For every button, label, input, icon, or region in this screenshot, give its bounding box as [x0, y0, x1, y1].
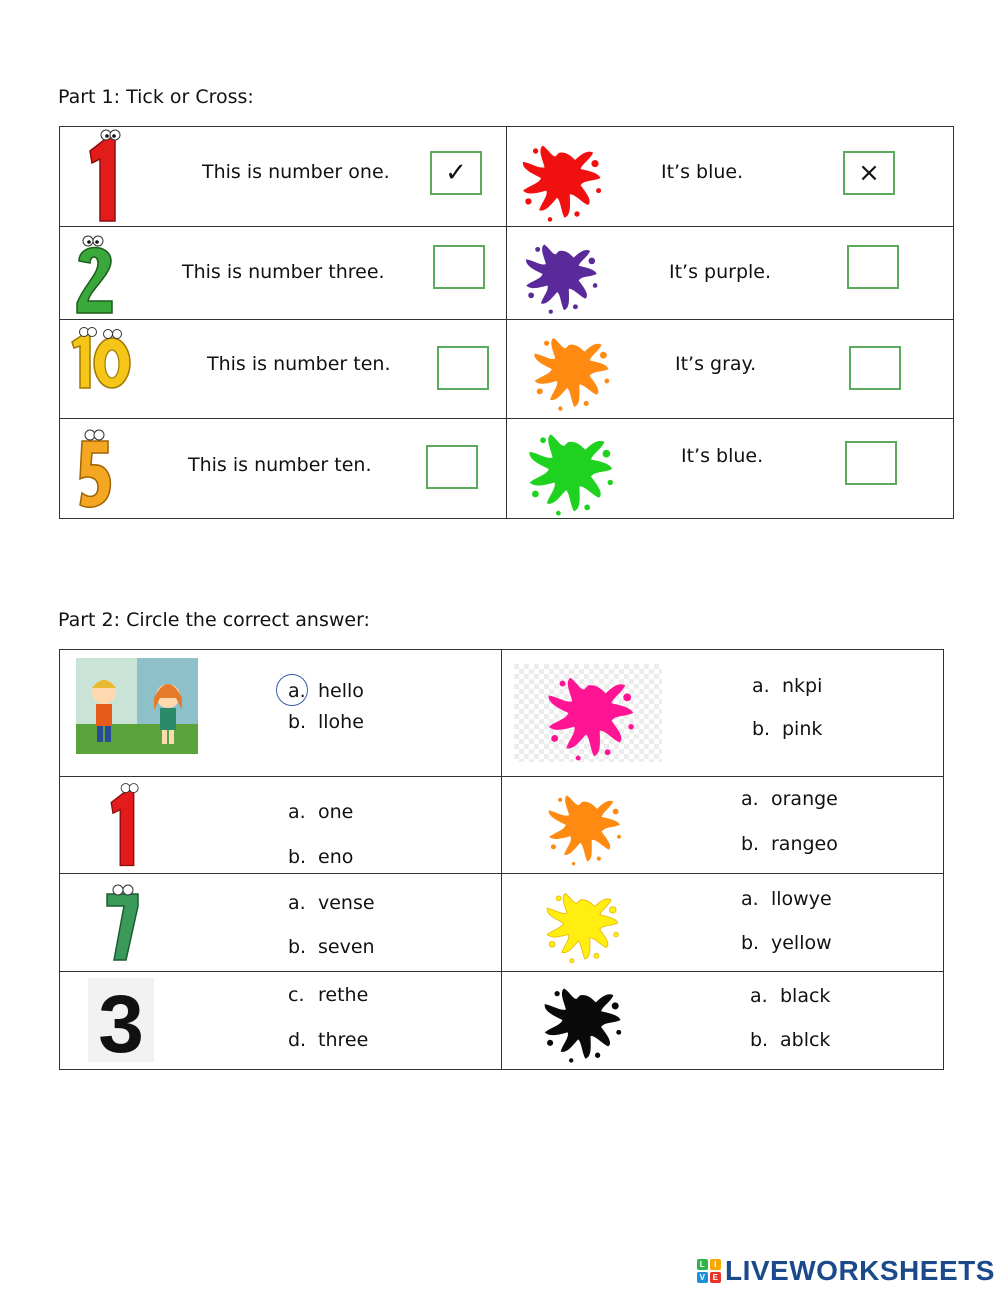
- option-text: vense: [318, 892, 375, 914]
- part1-sentence: It’s blue.: [681, 445, 764, 467]
- option-letter: a.: [288, 680, 306, 702]
- option-letter: d.: [288, 1029, 307, 1051]
- green-splash-icon: [515, 421, 621, 517]
- option-text: black: [780, 985, 831, 1007]
- answer-option[interactable]: [752, 718, 822, 740]
- logo-letter: V: [697, 1272, 708, 1283]
- option-letter: a.: [288, 892, 306, 914]
- option-letter: b.: [288, 936, 307, 958]
- option-text: rangeo: [771, 833, 838, 855]
- answer-option[interactable]: [288, 801, 353, 823]
- answer-option[interactable]: [750, 1029, 830, 1051]
- number-three-icon: [88, 978, 154, 1062]
- number-ten-icon: [68, 326, 134, 392]
- brand-name: LIVEWORKSHEETS: [725, 1255, 995, 1286]
- part2-table: [59, 649, 944, 1070]
- logo-letter: I: [710, 1259, 721, 1270]
- option-letter: b.: [741, 932, 760, 954]
- orange-splash-icon: [538, 783, 626, 867]
- option-text: nkpi: [782, 675, 823, 697]
- answer-option[interactable]: [288, 1029, 368, 1051]
- svg-text:3: 3: [98, 979, 144, 1062]
- number-seven-icon: [104, 884, 140, 962]
- tick-cross-box[interactable]: [847, 245, 899, 289]
- part1-sentence: This is number ten.: [188, 454, 372, 476]
- answer-option[interactable]: [288, 711, 364, 733]
- option-letter: b.: [750, 1029, 769, 1051]
- number-one-icon: [82, 129, 122, 223]
- option-letter: c.: [288, 984, 305, 1006]
- part1-sentence: This is number one.: [202, 161, 390, 183]
- tick-cross-box[interactable]: ✓: [430, 151, 482, 195]
- option-letter: a.: [741, 788, 759, 810]
- option-letter: a.: [752, 675, 770, 697]
- option-letter: a.: [288, 801, 306, 823]
- option-text: eno: [318, 846, 354, 868]
- option-letter: b.: [288, 711, 307, 733]
- answer-option[interactable]: [741, 788, 838, 810]
- tick-cross-box[interactable]: ×: [843, 151, 895, 195]
- answer-option[interactable]: [750, 985, 830, 1007]
- option-text: llohe: [318, 711, 364, 733]
- tick-cross-box[interactable]: [426, 445, 478, 489]
- logo-mark: [697, 1259, 721, 1283]
- option-text: seven: [318, 936, 375, 958]
- answer-option[interactable]: [288, 680, 364, 702]
- answer-option[interactable]: [288, 892, 375, 914]
- option-letter: b.: [741, 833, 760, 855]
- option-text: ablck: [780, 1029, 831, 1051]
- tick-cross-box[interactable]: [433, 245, 485, 289]
- answer-option[interactable]: [741, 888, 832, 910]
- answer-option[interactable]: [752, 675, 822, 697]
- answer-option[interactable]: [288, 936, 375, 958]
- option-text: one: [318, 801, 354, 823]
- option-text: orange: [771, 788, 838, 810]
- pink-splash-icon: [514, 664, 662, 762]
- number-two-icon: [74, 235, 116, 315]
- answer-option[interactable]: [741, 833, 838, 855]
- boy-girl-greeting-icon: [76, 658, 198, 754]
- option-text: three: [318, 1029, 369, 1051]
- logo-letter: L: [697, 1259, 708, 1270]
- part1-sentence: This is number ten.: [207, 353, 391, 375]
- option-text: pink: [782, 718, 823, 740]
- logo-letter: E: [710, 1272, 721, 1283]
- answer-option[interactable]: [288, 846, 353, 868]
- orange-splash-icon: [523, 326, 615, 412]
- option-text: yellow: [771, 932, 832, 954]
- part1-sentence: It’s purple.: [669, 261, 772, 283]
- tick-cross-box[interactable]: [849, 346, 901, 390]
- black-splash-icon: [534, 976, 626, 1064]
- option-letter: b.: [288, 846, 307, 868]
- purple-splash-icon: [515, 233, 603, 315]
- tick-cross-box[interactable]: [437, 346, 489, 390]
- option-letter: a.: [750, 985, 768, 1007]
- number-one-icon: [104, 781, 140, 869]
- part2-heading: Part 2: Circle the correct answer:: [58, 609, 370, 631]
- option-text: llowye: [771, 888, 832, 910]
- answer-option[interactable]: [288, 984, 368, 1006]
- liveworksheets-logo: [697, 1255, 995, 1287]
- option-text: hello: [318, 680, 364, 702]
- number-five-icon: [76, 429, 112, 513]
- tick-cross-box[interactable]: [845, 441, 897, 485]
- red-splash-icon: [511, 133, 607, 223]
- answer-option[interactable]: [741, 932, 832, 954]
- part1-table: [59, 126, 954, 519]
- option-text: rethe: [318, 984, 369, 1006]
- option-letter: a.: [741, 888, 759, 910]
- part1-sentence: It’s blue.: [661, 161, 744, 183]
- part1-heading: Part 1: Tick or Cross:: [58, 86, 254, 108]
- part1-sentence: It’s gray.: [675, 353, 757, 375]
- option-letter: b.: [752, 718, 771, 740]
- yellow-splash-icon: [536, 882, 624, 964]
- part1-sentence: This is number three.: [182, 261, 385, 283]
